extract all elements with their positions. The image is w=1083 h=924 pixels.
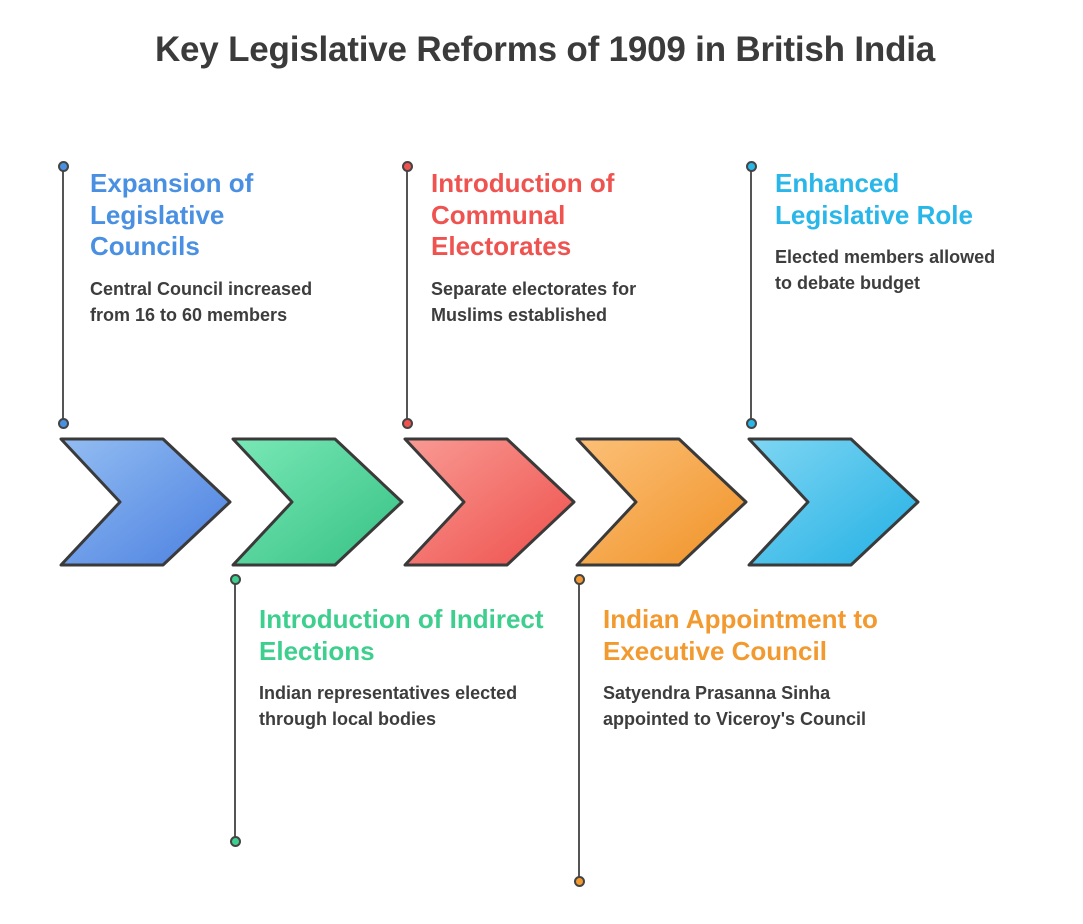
callout-step-5-title: Enhanced Legislative Role (775, 168, 973, 230)
connector-step-3 (406, 168, 408, 424)
callout-step-2-title: Introduction of Indirect Elections (259, 604, 544, 666)
connector-step-4 (578, 580, 580, 882)
dot-step-3-bottom (402, 418, 413, 429)
connector-step-5 (750, 168, 752, 424)
page-title: Key Legislative Reforms of 1909 in British India (154, 30, 936, 69)
callout-step-4 (603, 604, 888, 733)
callout-step-1-title: Expansion of Legislative Councils (90, 168, 254, 262)
connector-step-2 (234, 580, 236, 842)
dot-step-5-bottom (746, 418, 757, 429)
callout-step-4-title: Indian Appointment to Executive Council (603, 604, 878, 666)
dot-step-3-top (402, 161, 413, 172)
callout-step-1 (90, 168, 330, 328)
callout-step-1-description: Central Council increased from 16 to 60 members (90, 279, 313, 325)
chevron-step-2[interactable] (230, 436, 405, 568)
callout-step-3-description: Separate electorates for Muslims established (431, 279, 637, 325)
callout-step-2-description: Indian representatives elected through local bodies (259, 683, 518, 729)
dot-step-4-bottom (574, 876, 585, 887)
process-chevron-band (58, 436, 918, 568)
dot-step-4-top (574, 574, 585, 585)
dot-step-5-top (746, 161, 757, 172)
dot-step-1-top (58, 161, 69, 172)
callout-step-2 (259, 604, 559, 733)
chevron-step-3[interactable] (402, 436, 577, 568)
callout-step-4-description: Satyendra Prasanna Sinha appointed to Viceroy's Council (603, 683, 866, 729)
callout-step-3-title: Introduction of Communal Electorates (431, 168, 615, 262)
dot-step-2-bottom (230, 836, 241, 847)
dot-step-2-top (230, 574, 241, 585)
chevron-step-1[interactable] (58, 436, 233, 568)
chevron-step-4[interactable] (574, 436, 749, 568)
callout-step-3 (431, 168, 701, 328)
dot-step-1-bottom (58, 418, 69, 429)
callout-step-5-description: Elected members allowed to debate budget (775, 247, 996, 293)
connector-step-1 (62, 168, 64, 424)
chevron-step-5[interactable] (746, 436, 921, 568)
callout-step-5 (775, 168, 1000, 297)
